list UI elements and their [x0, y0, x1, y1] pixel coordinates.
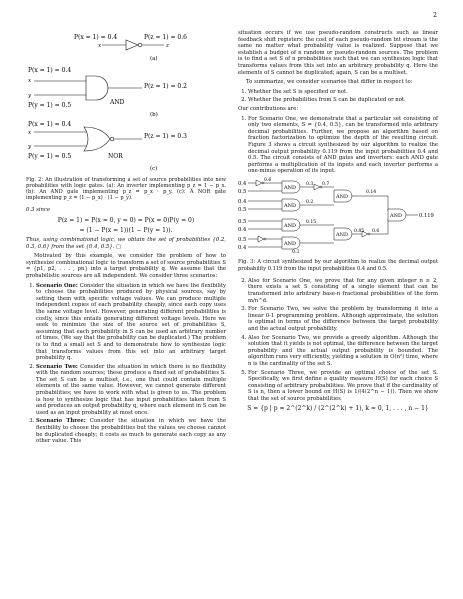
fig3-input-2: 0.4	[238, 198, 247, 205]
figure-2	[26, 30, 226, 172]
since-text: 0.3 since	[26, 207, 51, 214]
fig3-wire-label-0: 0.6	[264, 177, 272, 183]
fig3-input-5: 0.4	[238, 226, 247, 233]
fig2a-sub: (a)	[150, 56, 158, 62]
fig2c-input2: P(y = 1) = 0.5	[28, 153, 72, 160]
fig3-wire-label-6: 0.85	[354, 228, 365, 234]
fig3-input-7: 0.4	[238, 244, 247, 251]
contribution-5: 5. For Scenario Three, we provide an optimal choice of the set S. Specifically, we first define a quality measure H(S) for each choice S consisting of arbitrary probabilities. We prove that if the cardinality of S is n, then a lower bound on H(S) is 1/(4(2^n − 1)). Then we show that the set of source probabilities	[248, 370, 438, 403]
scenario-two-title: Scenario Two:	[36, 363, 78, 370]
contributions-list-b	[238, 278, 438, 403]
contributions-list-a	[238, 116, 438, 175]
fig2b-input2: P(y = 1) = 0.5	[28, 102, 72, 109]
inverter-gate-icon	[126, 40, 138, 50]
fig2a-input-label: P(x = 1) = 0.4	[74, 34, 118, 41]
fig3-wire-label-1: 0.3	[306, 181, 314, 187]
fig2c-output: P(z = 1) = 0.3	[144, 133, 187, 140]
source-set-equation: S = {p | p = 2^(2^k) / (2^(2^k) + 1), k = 0, 1, . . . , n − 1}	[247, 404, 429, 412]
fig3-input-3: 0.5	[238, 206, 247, 213]
scenario-one-title: Scenario One:	[36, 282, 78, 289]
scenario-two	[36, 364, 226, 417]
fig2c-gate-label: NOR	[108, 153, 123, 160]
fig2b-output: P(z = 1) = 0.2	[144, 83, 187, 90]
figure-3-caption: Fig. 3: A circuit synthesized by our algorithm to realize the decimal output probability 0.119 from the input probabilities 0.4 and 0.5.	[238, 259, 438, 272]
fig3-and-label-4: AND	[336, 193, 348, 200]
svg-text:x: x	[28, 130, 32, 136]
fig3-input-1: 0.5	[238, 188, 247, 195]
fig2a-x: x	[98, 43, 102, 49]
scenario-three-body: Consider the situation in which we have the flexibility to choose the probabilities but the values we choose cannot be duplicated cheaply; it costs as much to generate each copy as any other value. This	[36, 418, 226, 445]
equation-1: P(z = 1) = P(x = 0, y = 0) = P(x = 0)P(y = 0)	[57, 217, 195, 224]
nor-gate-icon	[84, 127, 110, 151]
fig3-input-4: 0.5	[238, 218, 247, 225]
fig3-and-label-1: AND	[284, 202, 296, 209]
contribution-1: 1. For Scenario One, we demonstrate that a particular set consisting of only two elements, S = {0.4, 0.5}, can be transformed into arbitrary decimal probabilities. Further, we propose an algorithm based on fraction factorization to optimize the depth of the resulting circuit. Figure 3 shows a circuit synthesized by our algorithm to realize the decimal output probability 0.119 from the input probabilities 0.4 and 0.5. The circuit consists of AND gates and inverters: each AND gate performs a multiplication of its inputs and each inverter performs a one-minus operation of its input.	[248, 116, 438, 175]
fig2b-gate-label: AND	[110, 99, 125, 106]
scenario-three	[36, 418, 226, 444]
fig3-input-6: 0.5	[238, 236, 247, 243]
figure-2-caption: Fig. 2: An illustration of transforming a set of source probabilities into new probabilities with logic gates. (a): An inverter implementing p_z = 1 − p_x. (b): An AND gate implementing p_z = p_x · p_y. (c): A NOR gate implementing p_z = (1 − p_x) · (1 − p_y).	[26, 176, 226, 202]
and-gate-icon	[86, 76, 108, 100]
fig3-inverter-bubble-3	[368, 233, 370, 235]
fig3-and-label-0: AND	[284, 184, 296, 191]
fig3-wire-label-3: 0.2	[306, 199, 314, 205]
fig2b-input1: P(x = 1) = 0.4	[28, 67, 72, 74]
fig2a-z: z	[166, 43, 169, 49]
right-column	[238, 30, 438, 415]
fig3-wire-label-7: 0.6	[372, 228, 380, 234]
fig2c-sub: (c)	[150, 166, 158, 172]
scenario-two-body: Consider the situation in which there is no flexibility with the random sources; these produce a fixed set of probabilities S. The set S can be a multiset, i.e., one that could contain multiple elements of the same value. However, we cannot generate different probabilities; we have to work with what is given to us. The problem is how to synthesize logic that has input probabilities taken from S and produces an output probability q, where each element in S can be used as an input probability at most once.	[36, 363, 226, 416]
criterion-2: 2. Whether the probabilities from S can be duplicated or not.	[248, 97, 438, 104]
page-number: 2	[433, 12, 437, 19]
fig3-and-label-2: AND	[284, 222, 296, 229]
figure-3	[238, 177, 438, 255]
fig2a-output-label: P(z = 1) = 0.6	[144, 34, 187, 41]
fig3-and-label-3: AND	[284, 240, 296, 247]
thus-text: Thus, using combinational logic, we obtain the set of probabilities {0.2, 0.3, 0.6} from the set {0.4, 0.5}. □	[26, 237, 226, 250]
fig3-wire-label-4: 0.14	[366, 189, 377, 195]
fig3-output: 0.119	[419, 212, 434, 219]
svg-text:y: y	[28, 93, 32, 99]
fig3-inverter-1	[258, 236, 264, 242]
fig3-inverter-bubble-1	[264, 238, 266, 240]
motivation-paragraph: Motivated by this example, we consider the problem of how to synthesize combinational logic to transform a set of source probabilities S = {p1, p2, . . . , pn} into a target probability q. We assume that the probabilistic sources are all independent. We consider three scenarios:	[26, 253, 226, 279]
scenario-one	[36, 283, 226, 362]
svg-text:y: y	[28, 144, 32, 150]
scenario-one-body: Consider the situation in which we have the flexibility to choose the probabilities produced by physical sources, say by setting them with specific voltage values. We can produce multiple independent copies of each probability cheaply, since each copy uses the same voltage level. However, generating different probabilities is costly, since this entails generating different voltage levels. Here we seek to minimize the size of the source set of probabilities S, assuming that each probability in S can be used an arbitrary number of times. (We say that the probability can be duplicated.) The problem is to find a small set S and to demonstrate how to synthesize logic that transforms values from this set into an arbitrary target probability q.	[36, 282, 226, 362]
contribution-3: 3. For Scenario Two, we solve the problem by transforming it into a linear 0-1 programming problem. Although approximate, the solution is optimal in terms of the difference between the target probability and the actual output probability.	[248, 306, 438, 332]
svg-text:x: x	[28, 78, 32, 84]
contributions-heading: Our contributions are:	[238, 105, 299, 112]
left-column	[26, 30, 226, 447]
fig3-input-0: 0.4	[238, 180, 247, 187]
contribution-4: 4. Also for Scenario Two, we provide a greedy algorithm. Although the solution that it yields is not optimal, the difference between the target probability and the actual output probability is bounded. The algorithm runs very efficiently, yielding a solution in O(n²) time, where n is the cardinality of the set S.	[248, 335, 438, 368]
fig2b-sub: (b)	[150, 112, 158, 118]
fig3-inverter-0	[256, 180, 262, 186]
fig3-and-label-5: AND	[336, 231, 348, 238]
fig2c-input1: P(x = 1) = 0.4	[28, 121, 72, 128]
fig3-and-label-6: AND	[390, 212, 402, 219]
fig3-wire-label-5: 0.15	[306, 219, 317, 225]
criterion-1: 1. Whether the set S is specified or not.	[248, 89, 438, 96]
summary-intro: To summarize, we consider scenarios that differ in respect to:	[246, 79, 413, 86]
scenario-three-title: Scenario Three:	[36, 418, 86, 425]
scenario-list	[26, 283, 226, 445]
fig3-inverter-2	[314, 184, 320, 190]
contribution-2: 2. Also for Scenario One, we prove that for any given integer n ≥ 2, there exists a set S consisting of a single element that can be transformed into arbitrary base-n fractional probabilities of the form m/n^d.	[248, 278, 438, 304]
fig3-wire-label-2: 0.7	[322, 181, 330, 187]
equation-2: = (1 − P(x = 1))(1 − P(y = 1)).	[79, 227, 173, 234]
fig3-wire-label-8: 0.3	[292, 249, 300, 255]
scenario-three-continued: situation occurs if we use pseudo-random constructs such as linear feedback shift registers: the cost of each pseudo-random bit stream is the same no matter what probability value is realized. Suppose that we establish a budget of n random or pseudo-random sources. The problem is to find a set S of n probabilities such that we can synthesize logic that transforms values from this set into an arbitrary probability q. Here the elements of S cannot be duplicated; again, S can be a multiset.	[238, 30, 438, 76]
criteria-list	[238, 89, 438, 104]
